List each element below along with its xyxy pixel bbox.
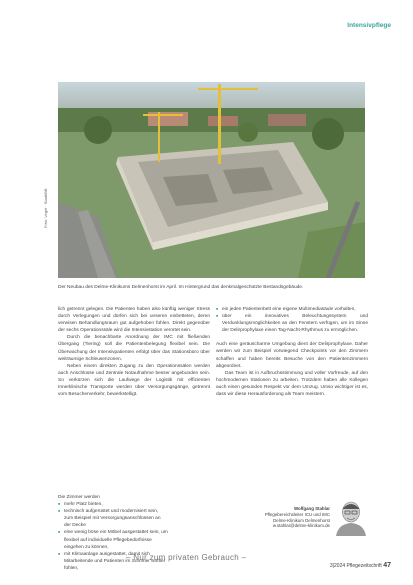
page-number: 47 <box>383 562 391 569</box>
author-box <box>235 506 330 529</box>
watermark-footer: – Nur zum privaten Gebrauch – <box>126 553 247 562</box>
author-name: Wolfgang Stahlar <box>293 506 330 511</box>
list-intro: Die Zimmer werden <box>58 495 100 500</box>
author-email[interactable]: w.stahlar@delme-klinikum.de <box>272 523 330 529</box>
list-item: ■ technisch aufgerüstet und modernisiert sein, zum Beispiel mit Versorgungsanschlüssen an der Decke <box>58 508 168 529</box>
paragraph: Neben einem direkten Zugang zu den Operationssälen werden auch Anschlüsse und Zentrale Notaufnahme besser angebunden sein. So verkürzen sich die Laufwege der Logistik mit effizienten Innerklinische Transporte werden über Versorgungsgänge, getrennt vom Besucherverkehr, bewerkstelligt. <box>58 363 210 398</box>
list-item: ■ über ein innovatives Beleuchtungssystem und Verdunklungsmöglichkeiten an den Fenstern verfügen, um im Sinne der Delirprophylaxe einen Tag-Nacht-Rhythmus zu ermöglichen. <box>216 313 368 334</box>
feature-list <box>216 306 368 334</box>
list-item: ■ eine wenig böse ein Möbel ausgestattet sein, um flexibel auf individuelle Pflegebedürfnisse eingehen zu können, <box>58 529 168 550</box>
paragraph: lich getrennt gelegen. Die Patienten haben also künftig weniger Stress durch Verlegungen und dürfen sich bei unseren einbetteten, deren verwisen Behandlungsraum gut aufgehoben fühlen. Direkt gegenüber der sechs Operationssäle wird die Intensivstation verortet sein. <box>58 307 210 334</box>
author-org: Delme-Klinikum Delmenhorst <box>273 517 330 523</box>
page-footer <box>330 562 391 569</box>
author-role: Pflegebereichsleiter ICU und IMC <box>264 511 330 517</box>
journal-name: 3|2024 Pflegezeitschrift <box>329 563 382 569</box>
paragraph: Das Team ist in Aufbruchsstimmung und voller Vorfreude, auf den hochmodernen Stationen zu arbeiten. Trotzdem haben alle Kollegen auch einen gesunden Respekt vor dem Umzug. Umso wichtiger ist es, dass wir diese Herausforderung als Team meistern. <box>216 370 368 398</box>
author-portrait <box>334 496 368 536</box>
paragraph: Durch die benachbarte Anordnung der IMC mit fließenden Übergang (Tiering) soll die Patientenbelegung flexibel sein. Die Überwachung der Intensivpatienten erfolgt über das Stationsbüro über weiträumige Schleusenzonen. <box>58 335 210 362</box>
construction-aerial-photo <box>58 82 365 278</box>
list-item: ■ mit Klimaanlage ausgestattet, damit sich Mitarbeitende und Patienten im Sommer wohler fühlen, <box>58 551 168 572</box>
body-column-left <box>58 306 210 398</box>
paragraph: Auch eine geräuscharme Umgebung dient der Delirprophylaxe. Daher werden wir zum Beispiel vorwiegend Checkpoints vor den Zimmern schaffen und haben bereits Besuche von den Patientenzimmern abgeordnet. <box>216 342 368 369</box>
section-label: Intensivpflege <box>347 22 391 29</box>
list-item: ■ mehr Platz bieten, <box>58 501 168 508</box>
body-column-right <box>216 306 368 398</box>
photo-caption: Der Neubau des Delme-Klinikums Delmenhorst im April. Im Hintergrund das denkmalgeschützte Bestandsgebäude. <box>58 285 304 290</box>
list-item: ■ ein jeden Patientenbett eine eigene Multimediasäule vorhalten, <box>216 306 368 313</box>
photo-credit: Foto: Vogel · Stadt/BB <box>43 188 48 228</box>
